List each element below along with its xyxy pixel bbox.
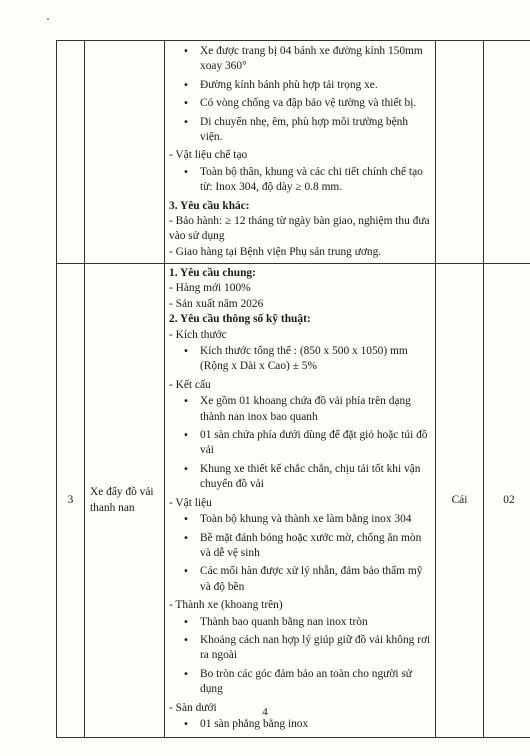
spec-heading: 2. Yêu cầu thông số kỹ thuật:	[169, 313, 311, 326]
spec-list-row2	[169, 266, 431, 732]
spec-line: - Kết cấu	[169, 378, 211, 391]
cell-spec	[165, 41, 436, 264]
cell-no: 3	[57, 264, 85, 738]
spec-line: - Sản xuất năm 2026	[169, 297, 264, 310]
spec-heading: 1. Yêu cầu chung:	[169, 267, 256, 279]
spec-bullet: • Khoảng cách nan hợp lý giúp giữ đồ vải không rơi ra ngoài	[169, 633, 431, 664]
cell-qty	[484, 41, 530, 264]
spec-bullet: • Có vòng chống va đập bảo vệ tường và thiết bị.	[169, 96, 431, 111]
spec-heading: 3. Yêu cầu khác:	[169, 199, 250, 212]
cell-qty: 02	[484, 264, 530, 738]
cell-spec	[165, 264, 436, 738]
spec-bullet: • 01 sàn phẳng bằng inox	[169, 717, 431, 732]
spec-bullet: • Xe được trang bị 04 bánh xe đường kính 150mm xoay 360°	[169, 44, 431, 75]
spec-line: - Vật liệu chế tạo	[169, 149, 248, 162]
spec-bullet: • Thành bao quanh bằng nan inox tròn	[169, 615, 431, 630]
scan-mark	[47, 18, 49, 20]
spec-line: - Bảo hành: ≥ 12 tháng từ ngày bàn giao, nghiệm thu đưa vào sử dụng	[169, 215, 430, 243]
spec-bullet: • Toàn bộ khung và thành xe làm bằng inox 304	[169, 512, 431, 527]
cell-no	[57, 41, 85, 264]
spec-line: - Kích thước	[169, 328, 227, 341]
spec-bullet: • 01 sàn chứa phía dưới dùng để đặt giỏ hoặc túi đồ vải	[169, 428, 431, 459]
cell-name	[85, 41, 165, 264]
spec-bullet: • Toàn bộ thân, khung và các chi tiết chính chế tạo từ: Inox 304, độ dày ≥ 0.8 mm.	[169, 165, 431, 196]
spec-bullet: • Đường kính bánh phù hợp tải trọng xe.	[169, 78, 431, 93]
cell-name: Xe đẩy đồ vải thanh nan	[85, 264, 165, 738]
spec-table	[56, 40, 530, 738]
spec-line: - Thành xe (khoang trên)	[169, 599, 283, 612]
cell-unit	[436, 41, 484, 264]
spec-bullet: • Di chuyển nhẹ, êm, phù hợp môi trường bệnh viện.	[169, 115, 431, 146]
spec-line: - Vật liệu	[169, 496, 212, 509]
spec-bullet: • Các mối hàn được xử lý nhẵn, đảm bảo thẩm mỹ và độ bền	[169, 564, 431, 595]
spec-line: - Sàn dưới	[169, 701, 217, 714]
spec-bullet: • Xe gồm 01 khoang chứa đồ vải phía trên dạng thành nan inox bao quanh	[169, 394, 431, 425]
table-row	[57, 264, 530, 738]
page-number: 4	[262, 706, 268, 718]
table-row	[57, 41, 530, 264]
spec-bullet: • Kích thước tổng thể : (850 x 500 x 1050) mm (Rộng x Dài x Cao) ± 5%	[169, 344, 431, 375]
cell-unit: Cái	[436, 264, 484, 738]
spec-bullet: • Bo tròn các góc đảm bảo an toàn cho người sử dụng	[169, 667, 431, 698]
spec-list-row1	[169, 44, 431, 260]
spec-bullet: • Bề mặt đánh bóng hoặc xước mờ, chống ăn mòn và dễ vệ sinh	[169, 531, 431, 562]
spec-bullet: • Khung xe thiết kế chắc chắn, chịu tải tốt khi vận chuyển đồ vải	[169, 462, 431, 493]
spec-line: - Hàng mới 100%	[169, 282, 251, 295]
spec-line: - Giao hàng tại Bệnh viện Phụ sản trung ương.	[169, 245, 382, 258]
